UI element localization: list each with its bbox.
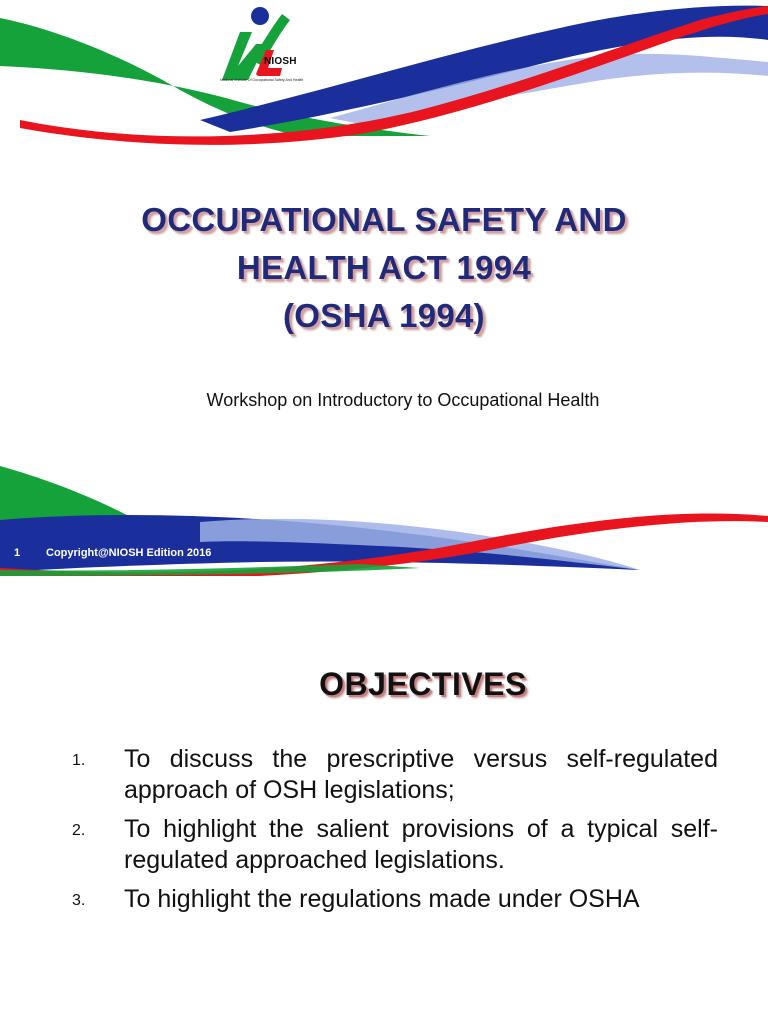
list-item-number: 2. — [72, 822, 86, 839]
objectives-list — [72, 744, 718, 923]
copyright-text: Copyright@NIOSH Edition 2016 — [46, 547, 212, 559]
logo-subtext: National Institute Of Occupational Safety And Health — [220, 78, 304, 82]
list-item — [72, 814, 718, 876]
slide-number: 1 — [14, 547, 21, 559]
list-item-number: 3. — [72, 892, 86, 909]
title-line: HEALTH ACT 1994 — [236, 249, 532, 286]
list-item-text: To discuss the prescriptive versus self-regulated approach of OSH legislations; — [124, 745, 718, 804]
objectives-slide — [0, 576, 768, 1024]
slide-title — [0, 196, 768, 340]
niosh-logo — [218, 4, 338, 86]
header-swoosh-graphic — [0, 0, 768, 150]
list-item — [72, 744, 718, 806]
slide-footer — [14, 547, 211, 559]
logo-text: NIOSH — [264, 56, 297, 67]
list-item-number: 1. — [72, 752, 86, 769]
niosh-logo-icon — [218, 4, 338, 86]
list-item — [72, 884, 718, 915]
title-line: (OSHA 1994) — [283, 297, 485, 334]
title-line: OCCUPATIONAL SAFETY AND — [141, 201, 627, 238]
list-item-text: To highlight the regulations made under OSHA — [124, 885, 640, 913]
list-item-text: To highlight the salient provisions of a typical self-regulated approached legislations. — [124, 815, 718, 874]
slide-subtitle: Workshop on Introductory to Occupational Health — [206, 390, 600, 410]
objectives-heading: OBJECTIVES — [319, 666, 527, 702]
